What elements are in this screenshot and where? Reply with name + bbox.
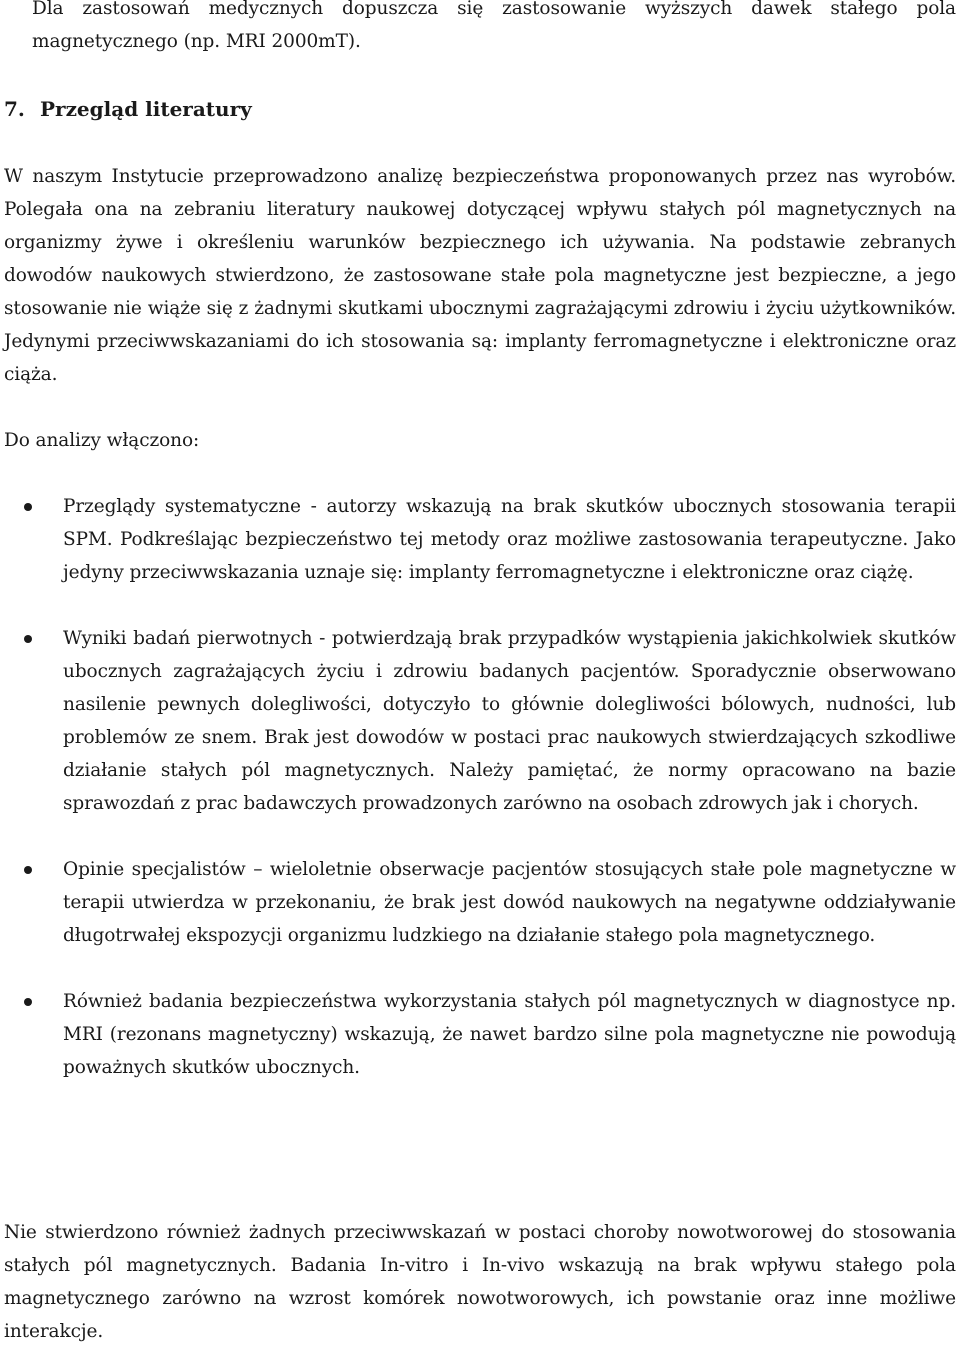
list-item <box>0 985 956 1084</box>
list-item <box>0 853 956 952</box>
list-item-text: Również badania bezpieczeństwa wykorzystania stałych pól magnetycznych w diagnostyce np. MRI (rezonans magnetyczny) wskazują, że nawet bardzo silne pola magnetyczne nie powodują poważnych skutków ubocznych. <box>63 991 956 1078</box>
section-heading <box>4 93 252 126</box>
list-item <box>0 490 956 589</box>
list-item-text: Opinie specjalistów – wieloletnie obserwacje pacjentów stosujących stałe pole magnetyczne w terapii utwierdza w przekonaniu, że brak jest dowód naukowych na negatywne oddziaływanie długotrwałej ekspozycji organizmu ludzkiego na działanie stałego pola magnetycznego. <box>63 859 956 946</box>
list-item-text: Wyniki badań pierwotnych - potwierdzają brak przypadków wystąpienia jakichkolwiek skutków ubocznych zagrażających życiu i zdrowiu badanych pacjentów. Sporadycznie obserwowano nasilenie pewnych dolegliwości, dotyczyło to głównie dolegliwości bólowych, nudności, lub problemów ze snem. Brak jest dowodów w postaci prac naukowych stwierdzających szkodliwe działanie stałych pól magnetycznych. Należy pamiętać, że normy opracowano na bazie sprawozdań z prac badawczych prowadzonych zarówno na osobach zdrowych jak i chorych. <box>63 628 956 814</box>
list-item-text: Przeglądy systematyczne - autorzy wskazują na brak skutków ubocznych stosowania terapii SPM. Podkreślając bezpieczeństwo tej metody oraz możliwe zastosowania terapeutyczne. Jako jedyny przeciwwskazania uznaje się: implanty ferromagnetyczne i elektroniczne oraz ciążę. <box>63 496 956 583</box>
list-lead-text: Do analizy włączono: <box>4 430 200 451</box>
intro-paragraph: Dla zastosowań medycznych dopuszcza się zastosowanie wyższych dawek stałego pola magnetycznego (np. MRI 2000mT). <box>32 0 956 52</box>
analysis-bullet-list <box>0 490 956 1117</box>
list-item <box>0 622 956 820</box>
analysis-paragraph: W naszym Instytucie przeprowadzono analizę bezpieczeństwa proponowanych przez nas wyrobów. Polegała ona na zebraniu literatury naukowej dotyczącej wpływu stałych pól magnetycznych na organizmy żywe i określeniu warunków bezpiecznego ich używania. Na podstawie zebranych dowodów naukowych stwierdzono, że zastosowane stałe pola magnetyczne jest bezpieczne, a jego stosowanie nie wiąże się z żadnymi skutkami ubocznymi zagrażającymi zdrowiu i życiu użytkowników. Jedynymi przeciwwskazaniami do ich stosowania są: implanty ferromagnetyczne i elektroniczne oraz ciąża. <box>4 166 956 385</box>
bullet-icon <box>24 503 32 511</box>
closing-paragraph: Nie stwierdzono również żadnych przeciwwskazań w postaci choroby nowotworowej do stosowania stałych pól magnetycznych. Badania In-vitro i In-vivo wskazują na brak wpływu stałego pola magnetycznego zarówno na wzrost komórek nowotworowych, ich powstanie oraz inne możliwe interakcje. <box>4 1222 956 1342</box>
section-number: 7. <box>4 97 25 121</box>
bullet-icon <box>24 635 32 643</box>
section-title: Przegląd literatury <box>40 97 252 121</box>
bullet-icon <box>24 866 32 874</box>
bullet-icon <box>24 998 32 1006</box>
